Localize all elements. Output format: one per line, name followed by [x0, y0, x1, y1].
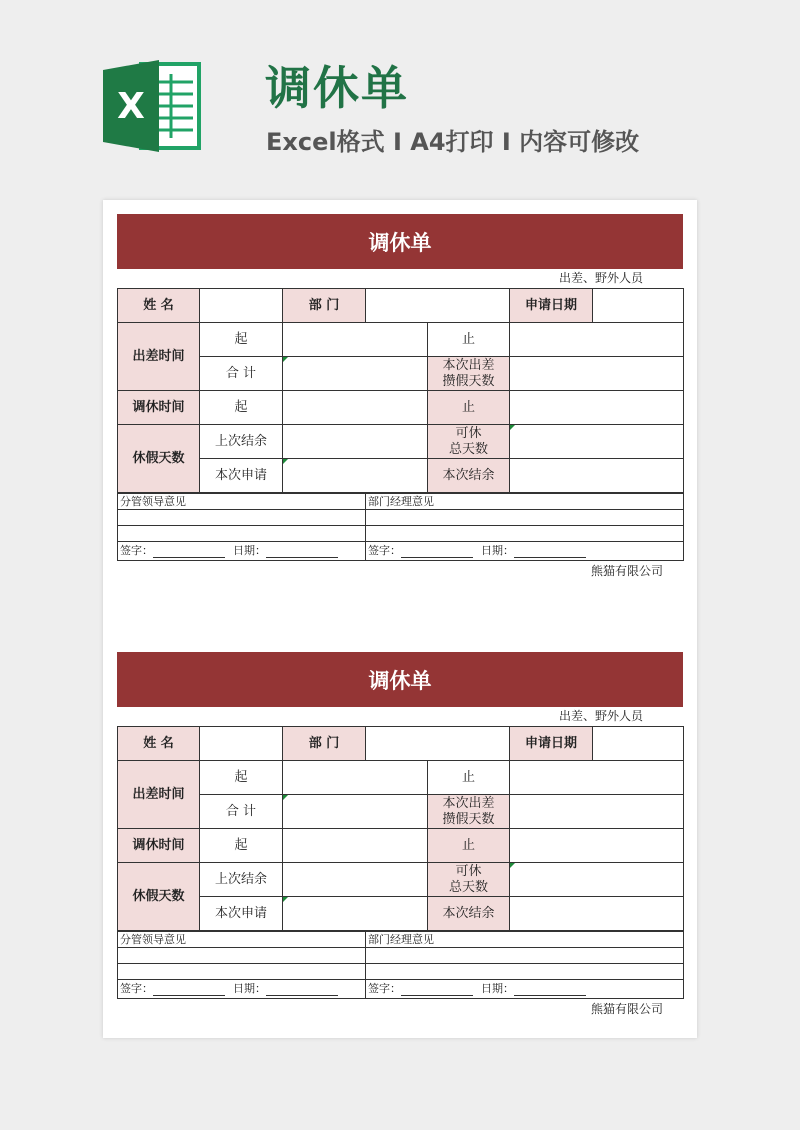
label-trip-time: 出差时间: [118, 761, 200, 829]
name-field[interactable]: [200, 727, 283, 761]
label-rest-start: 起: [200, 829, 283, 863]
name-field[interactable]: [200, 289, 283, 323]
label-rest-end: 止: [428, 391, 510, 425]
this-apply-field[interactable]: [283, 459, 428, 493]
label-rest-start: 起: [200, 391, 283, 425]
leader-sign-row: [118, 980, 366, 999]
manager-opinion-field-2[interactable]: [366, 964, 684, 980]
apply-date-field[interactable]: [593, 289, 684, 323]
label-leave-days: 休假天数: [118, 425, 200, 493]
company-name: 熊猫有限公司: [590, 564, 663, 578]
label-trip-time: 出差时间: [118, 323, 200, 391]
trip-days-field[interactable]: [510, 357, 684, 391]
date-line[interactable]: [266, 546, 338, 558]
app-subtitle: Excel格式 I A4打印 I 内容可修改: [266, 128, 640, 156]
label-rest-time: 调休时间: [118, 829, 200, 863]
sign-line[interactable]: [153, 984, 225, 996]
svg-text:X: X: [117, 86, 145, 127]
date-line[interactable]: [514, 984, 586, 996]
form-note: 出差、野外人员: [558, 271, 643, 285]
label-this-apply: 本次申请: [200, 459, 283, 493]
form-banner: 调休单: [117, 652, 683, 707]
leader-opinion-field-2[interactable]: [118, 964, 366, 980]
last-balance-field[interactable]: [283, 425, 428, 459]
available-field[interactable]: [510, 863, 684, 897]
label-rest-time: 调休时间: [118, 391, 200, 425]
trip-end-field[interactable]: [510, 323, 684, 357]
form-grid: [117, 726, 684, 931]
app-title: 调休单: [265, 61, 409, 115]
label-dept: 部 门: [283, 289, 366, 323]
label-this-apply: 本次申请: [200, 897, 283, 931]
label-sign: 签字：: [120, 982, 153, 995]
label-available: 可休 总天数: [428, 425, 510, 459]
form-banner: 调休单: [117, 214, 683, 269]
trip-days-field[interactable]: [510, 795, 684, 829]
manager-sign-row: [366, 980, 684, 999]
excel-logo-icon: [103, 60, 203, 152]
label-dept: 部 门: [283, 727, 366, 761]
this-balance-field[interactable]: [510, 897, 684, 931]
leader-opinion-field[interactable]: [118, 948, 366, 964]
paper-sheet: [103, 200, 697, 1038]
label-name: 姓 名: [118, 727, 200, 761]
manager-opinion-field[interactable]: [366, 510, 684, 526]
label-this-balance: 本次结余: [428, 459, 510, 493]
label-trip-start: 起: [200, 761, 283, 795]
label-date: 日期：: [233, 982, 266, 995]
leader-sign-row: [118, 542, 366, 561]
leave-form-1: [117, 214, 683, 581]
this-apply-field[interactable]: [283, 897, 428, 931]
manager-opinion-field[interactable]: [366, 948, 684, 964]
label-name: 姓 名: [118, 289, 200, 323]
label-last-balance: 上次结余: [200, 425, 283, 459]
label-this-balance: 本次结余: [428, 897, 510, 931]
opinion-table: [117, 493, 684, 561]
label-leave-days: 休假天数: [118, 863, 200, 931]
dept-field[interactable]: [366, 727, 510, 761]
label-trip-end: 止: [428, 323, 510, 357]
header: [0, 0, 800, 195]
form-grid: [117, 288, 684, 493]
label-apply-date: 申请日期: [510, 727, 593, 761]
label-rest-end: 止: [428, 829, 510, 863]
label-trip-start: 起: [200, 323, 283, 357]
leader-opinion-field[interactable]: [118, 510, 366, 526]
rest-start-field[interactable]: [283, 391, 428, 425]
label-sign: 签字：: [368, 544, 401, 557]
dept-field[interactable]: [366, 289, 510, 323]
label-manager-opinion: 部门经理意见: [366, 932, 684, 948]
label-date: 日期：: [481, 544, 514, 557]
label-total: 合 计: [200, 795, 283, 829]
label-date: 日期：: [233, 544, 266, 557]
total-field[interactable]: [283, 357, 428, 391]
trip-end-field[interactable]: [510, 761, 684, 795]
label-trip-days: 本次出差 攒假天数: [428, 357, 510, 391]
total-field[interactable]: [283, 795, 428, 829]
manager-opinion-field-2[interactable]: [366, 526, 684, 542]
label-trip-end: 止: [428, 761, 510, 795]
label-leader-opinion: 分管领导意见: [118, 494, 366, 510]
label-total: 合 计: [200, 357, 283, 391]
sign-line[interactable]: [153, 546, 225, 558]
last-balance-field[interactable]: [283, 863, 428, 897]
leave-form-2: [117, 652, 683, 1019]
label-trip-days: 本次出差 攒假天数: [428, 795, 510, 829]
rest-end-field[interactable]: [510, 391, 684, 425]
leader-opinion-field-2[interactable]: [118, 526, 366, 542]
date-line[interactable]: [514, 546, 586, 558]
label-apply-date: 申请日期: [510, 289, 593, 323]
company-name: 熊猫有限公司: [590, 1002, 663, 1016]
label-leader-opinion: 分管领导意见: [118, 932, 366, 948]
label-available: 可休 总天数: [428, 863, 510, 897]
form-note: 出差、野外人员: [558, 709, 643, 723]
sign-line[interactable]: [401, 984, 473, 996]
label-last-balance: 上次结余: [200, 863, 283, 897]
apply-date-field[interactable]: [593, 727, 684, 761]
opinion-table: [117, 931, 684, 999]
rest-start-field[interactable]: [283, 829, 428, 863]
this-balance-field[interactable]: [510, 459, 684, 493]
label-date: 日期：: [481, 982, 514, 995]
label-sign: 签字：: [368, 982, 401, 995]
label-sign: 签字：: [120, 544, 153, 557]
trip-start-field[interactable]: [283, 323, 428, 357]
label-manager-opinion: 部门经理意见: [366, 494, 684, 510]
sign-line[interactable]: [401, 546, 473, 558]
trip-start-field[interactable]: [283, 761, 428, 795]
available-field[interactable]: [510, 425, 684, 459]
date-line[interactable]: [266, 984, 338, 996]
manager-sign-row: [366, 542, 684, 561]
rest-end-field[interactable]: [510, 829, 684, 863]
